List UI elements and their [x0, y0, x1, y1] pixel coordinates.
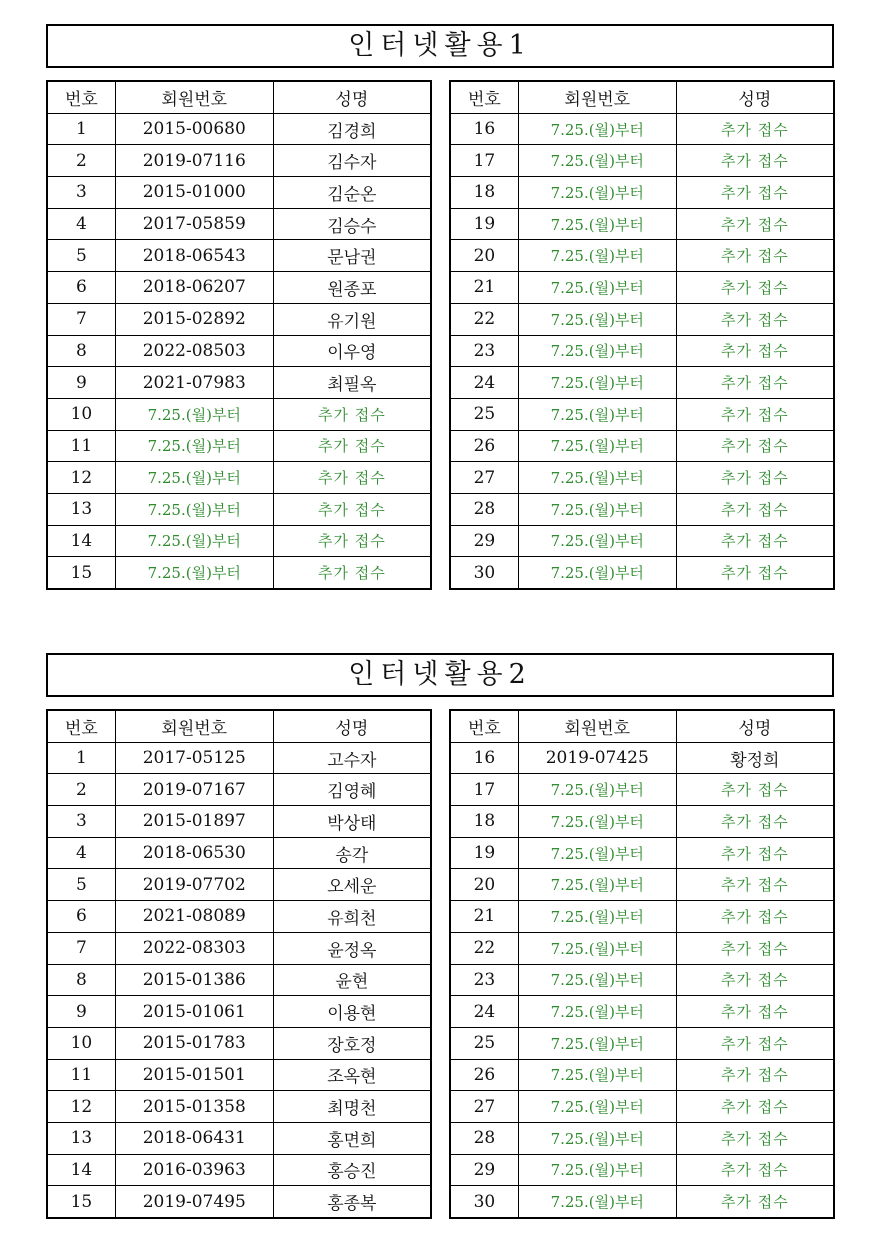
cell-member-id: 2021-08089 — [115, 901, 273, 933]
cell-member-id: 7.25.(월)부터 — [518, 493, 676, 525]
cell-number: 12 — [47, 462, 115, 494]
table-row — [450, 1059, 834, 1091]
roster-table-left — [46, 709, 432, 1219]
cell-member-id: 7.25.(월)부터 — [518, 303, 676, 335]
cell-name: 추가 접수 — [676, 525, 834, 557]
cell-number: 4 — [47, 837, 115, 869]
cell-name: 김순온 — [273, 177, 431, 209]
cell-number: 26 — [450, 430, 518, 462]
cell-name: 최필옥 — [273, 367, 431, 399]
table-row — [450, 1122, 834, 1154]
table-row — [47, 240, 431, 272]
cell-name: 추가 접수 — [676, 177, 834, 209]
cell-member-id: 2022-08303 — [115, 932, 273, 964]
table-row — [47, 806, 431, 838]
header-member-id: 회원번호 — [115, 710, 273, 742]
cell-member-id: 7.25.(월)부터 — [518, 1091, 676, 1123]
cell-name: 추가 접수 — [676, 1154, 834, 1186]
cell-number: 5 — [47, 240, 115, 272]
section-title: 인터넷활용1 — [46, 24, 834, 68]
cell-member-id: 7.25.(월)부터 — [518, 901, 676, 933]
cell-name: 추가 접수 — [676, 806, 834, 838]
table-header-row — [450, 81, 834, 113]
table-row — [450, 1091, 834, 1123]
section-2 — [46, 653, 834, 1219]
cell-number: 27 — [450, 462, 518, 494]
table-row — [450, 525, 834, 557]
cell-member-id: 2015-02892 — [115, 303, 273, 335]
cell-member-id: 2018-06207 — [115, 272, 273, 304]
cell-member-id: 7.25.(월)부터 — [518, 240, 676, 272]
cell-member-id: 7.25.(월)부터 — [518, 996, 676, 1028]
cell-number: 3 — [47, 806, 115, 838]
cell-name: 박상태 — [273, 806, 431, 838]
cell-member-id: 7.25.(월)부터 — [518, 367, 676, 399]
table-row — [47, 932, 431, 964]
cell-member-id: 2019-07495 — [115, 1186, 273, 1218]
cell-number: 21 — [450, 272, 518, 304]
cell-member-id: 2015-01386 — [115, 964, 273, 996]
cell-member-id: 2015-01897 — [115, 806, 273, 838]
table-row — [450, 177, 834, 209]
table-row — [450, 145, 834, 177]
cell-member-id: 7.25.(월)부터 — [518, 806, 676, 838]
cell-name: 추가 접수 — [273, 430, 431, 462]
table-row — [47, 742, 431, 774]
header-number: 번호 — [450, 81, 518, 113]
table-row — [47, 113, 431, 145]
cell-member-id: 7.25.(월)부터 — [518, 1027, 676, 1059]
cell-member-id: 7.25.(월)부터 — [518, 177, 676, 209]
cell-member-id: 2017-05125 — [115, 742, 273, 774]
cell-number: 22 — [450, 932, 518, 964]
cell-member-id: 7.25.(월)부터 — [518, 525, 676, 557]
cell-member-id: 7.25.(월)부터 — [115, 493, 273, 525]
cell-name: 추가 접수 — [676, 964, 834, 996]
table-row — [47, 1091, 431, 1123]
table-row — [47, 1154, 431, 1186]
cell-number: 18 — [450, 177, 518, 209]
cell-name: 추가 접수 — [676, 837, 834, 869]
table-row — [47, 901, 431, 933]
cell-member-id: 7.25.(월)부터 — [115, 462, 273, 494]
cell-number: 13 — [47, 1122, 115, 1154]
cell-name: 홍면희 — [273, 1122, 431, 1154]
table-row — [47, 1059, 431, 1091]
cell-member-id: 2018-06431 — [115, 1122, 273, 1154]
table-row — [47, 303, 431, 335]
cell-name: 추가 접수 — [676, 1059, 834, 1091]
cell-name: 추가 접수 — [273, 462, 431, 494]
cell-member-id: 7.25.(월)부터 — [518, 398, 676, 430]
cell-name: 홍종복 — [273, 1186, 431, 1218]
cell-number: 6 — [47, 272, 115, 304]
cell-number: 27 — [450, 1091, 518, 1123]
table-row — [450, 774, 834, 806]
cell-member-id: 7.25.(월)부터 — [518, 1122, 676, 1154]
cell-name: 오세운 — [273, 869, 431, 901]
cell-number: 17 — [450, 774, 518, 806]
cell-number: 24 — [450, 996, 518, 1028]
table-row — [450, 837, 834, 869]
cell-name: 추가 접수 — [676, 774, 834, 806]
table-row — [450, 113, 834, 145]
table-row — [47, 996, 431, 1028]
table-row — [450, 208, 834, 240]
header-name: 성명 — [676, 710, 834, 742]
table-row — [450, 1154, 834, 1186]
table-row — [450, 398, 834, 430]
cell-name: 이우영 — [273, 335, 431, 367]
cell-member-id: 7.25.(월)부터 — [115, 525, 273, 557]
cell-number: 8 — [47, 964, 115, 996]
table-row — [450, 240, 834, 272]
cell-member-id: 2015-01000 — [115, 177, 273, 209]
cell-number: 12 — [47, 1091, 115, 1123]
table-row — [47, 1027, 431, 1059]
cell-name: 추가 접수 — [676, 145, 834, 177]
cell-name: 추가 접수 — [676, 272, 834, 304]
table-row — [450, 742, 834, 774]
table-row — [47, 964, 431, 996]
table-row — [47, 398, 431, 430]
header-member-id: 회원번호 — [115, 81, 273, 113]
table-row — [47, 272, 431, 304]
cell-member-id: 7.25.(월)부터 — [518, 335, 676, 367]
cell-name: 추가 접수 — [676, 367, 834, 399]
cell-name: 추가 접수 — [676, 1027, 834, 1059]
table-row — [450, 806, 834, 838]
cell-name: 유기원 — [273, 303, 431, 335]
header-name: 성명 — [676, 81, 834, 113]
cell-number: 1 — [47, 742, 115, 774]
cell-name: 추가 접수 — [676, 932, 834, 964]
cell-name: 추가 접수 — [676, 113, 834, 145]
cell-name: 김승수 — [273, 208, 431, 240]
cell-number: 22 — [450, 303, 518, 335]
cell-member-id: 7.25.(월)부터 — [518, 430, 676, 462]
cell-member-id: 7.25.(월)부터 — [518, 272, 676, 304]
cell-member-id: 7.25.(월)부터 — [518, 869, 676, 901]
cell-number: 29 — [450, 525, 518, 557]
cell-member-id: 7.25.(월)부터 — [518, 1186, 676, 1218]
table-row — [47, 430, 431, 462]
header-number: 번호 — [47, 81, 115, 113]
cell-name: 홍승진 — [273, 1154, 431, 1186]
cell-member-id: 2018-06530 — [115, 837, 273, 869]
cell-member-id: 2022-08503 — [115, 335, 273, 367]
cell-name: 이용현 — [273, 996, 431, 1028]
cell-member-id: 2015-00680 — [115, 113, 273, 145]
table-row — [450, 996, 834, 1028]
cell-name: 장호정 — [273, 1027, 431, 1059]
table-row — [47, 869, 431, 901]
cell-name: 추가 접수 — [676, 240, 834, 272]
cell-number: 4 — [47, 208, 115, 240]
roster-table-right — [449, 80, 835, 590]
section-1 — [46, 24, 834, 590]
table-row — [47, 208, 431, 240]
cell-number: 21 — [450, 901, 518, 933]
cell-number: 20 — [450, 240, 518, 272]
cell-number: 10 — [47, 398, 115, 430]
table-header-row — [47, 710, 431, 742]
cell-number: 3 — [47, 177, 115, 209]
table-row — [47, 493, 431, 525]
cell-member-id: 7.25.(월)부터 — [518, 557, 676, 589]
header-member-id: 회원번호 — [518, 81, 676, 113]
table-row — [450, 272, 834, 304]
cell-name: 추가 접수 — [676, 901, 834, 933]
cell-number: 11 — [47, 430, 115, 462]
cell-number: 20 — [450, 869, 518, 901]
cell-name: 고수자 — [273, 742, 431, 774]
table-row — [450, 869, 834, 901]
table-row — [450, 901, 834, 933]
cell-name: 추가 접수 — [676, 869, 834, 901]
cell-name: 추가 접수 — [676, 1186, 834, 1218]
cell-name: 추가 접수 — [676, 1091, 834, 1123]
cell-number: 7 — [47, 303, 115, 335]
cell-name: 추가 접수 — [676, 1122, 834, 1154]
table-row — [450, 430, 834, 462]
cell-member-id: 2019-07167 — [115, 774, 273, 806]
table-row — [47, 525, 431, 557]
cell-number: 8 — [47, 335, 115, 367]
cell-name: 추가 접수 — [676, 462, 834, 494]
cell-name: 추가 접수 — [273, 525, 431, 557]
cell-number: 17 — [450, 145, 518, 177]
cell-member-id: 2016-03963 — [115, 1154, 273, 1186]
cell-number: 2 — [47, 774, 115, 806]
cell-number: 24 — [450, 367, 518, 399]
cell-name: 김수자 — [273, 145, 431, 177]
cell-name: 추가 접수 — [676, 303, 834, 335]
table-row — [47, 1186, 431, 1218]
cell-number: 19 — [450, 208, 518, 240]
roster-table-left — [46, 80, 432, 590]
cell-name: 황정희 — [676, 742, 834, 774]
cell-number: 30 — [450, 557, 518, 589]
cell-number: 26 — [450, 1059, 518, 1091]
header-name: 성명 — [273, 81, 431, 113]
cell-name: 송각 — [273, 837, 431, 869]
table-row — [47, 1122, 431, 1154]
cell-number: 15 — [47, 1186, 115, 1218]
cell-number: 15 — [47, 557, 115, 589]
cell-member-id: 7.25.(월)부터 — [115, 398, 273, 430]
cell-name: 추가 접수 — [273, 557, 431, 589]
cell-number: 13 — [47, 493, 115, 525]
cell-number: 16 — [450, 113, 518, 145]
table-row — [450, 462, 834, 494]
header-number: 번호 — [450, 710, 518, 742]
table-row — [47, 774, 431, 806]
table-row — [450, 932, 834, 964]
cell-member-id: 7.25.(월)부터 — [518, 145, 676, 177]
cell-member-id: 7.25.(월)부터 — [518, 932, 676, 964]
cell-name: 조옥현 — [273, 1059, 431, 1091]
cell-member-id: 2015-01783 — [115, 1027, 273, 1059]
table-row — [47, 462, 431, 494]
cell-member-id: 7.25.(월)부터 — [518, 113, 676, 145]
cell-number: 9 — [47, 996, 115, 1028]
cell-number: 9 — [47, 367, 115, 399]
cell-member-id: 2019-07702 — [115, 869, 273, 901]
header-member-id: 회원번호 — [518, 710, 676, 742]
cell-member-id: 2017-05859 — [115, 208, 273, 240]
cell-number: 28 — [450, 1122, 518, 1154]
cell-name: 추가 접수 — [676, 996, 834, 1028]
cell-name: 추가 접수 — [676, 493, 834, 525]
table-row — [450, 335, 834, 367]
cell-number: 6 — [47, 901, 115, 933]
table-row — [47, 367, 431, 399]
cell-number: 7 — [47, 932, 115, 964]
cell-number: 14 — [47, 1154, 115, 1186]
cell-member-id: 7.25.(월)부터 — [518, 837, 676, 869]
cell-member-id: 7.25.(월)부터 — [518, 462, 676, 494]
section-title: 인터넷활용2 — [46, 653, 834, 697]
cell-member-id: 7.25.(월)부터 — [518, 1154, 676, 1186]
table-row — [450, 964, 834, 996]
cell-number: 23 — [450, 964, 518, 996]
cell-number: 25 — [450, 398, 518, 430]
cell-member-id: 7.25.(월)부터 — [115, 430, 273, 462]
cell-number: 14 — [47, 525, 115, 557]
cell-member-id: 2019-07116 — [115, 145, 273, 177]
cell-name: 최명천 — [273, 1091, 431, 1123]
cell-name: 유희천 — [273, 901, 431, 933]
cell-number: 18 — [450, 806, 518, 838]
cell-number: 10 — [47, 1027, 115, 1059]
cell-number: 1 — [47, 113, 115, 145]
cell-name: 원종포 — [273, 272, 431, 304]
cell-member-id: 7.25.(월)부터 — [518, 208, 676, 240]
header-name: 성명 — [273, 710, 431, 742]
cell-member-id: 2015-01501 — [115, 1059, 273, 1091]
cell-name: 추가 접수 — [676, 398, 834, 430]
cell-number: 25 — [450, 1027, 518, 1059]
table-header-row — [47, 81, 431, 113]
table-row — [47, 335, 431, 367]
cell-number: 16 — [450, 742, 518, 774]
table-row — [47, 177, 431, 209]
cell-member-id: 7.25.(월)부터 — [518, 774, 676, 806]
cell-name: 김경희 — [273, 113, 431, 145]
table-row — [450, 367, 834, 399]
cell-member-id: 2015-01061 — [115, 996, 273, 1028]
table-row — [450, 493, 834, 525]
cell-number: 30 — [450, 1186, 518, 1218]
cell-member-id: 2021-07983 — [115, 367, 273, 399]
table-row — [450, 1186, 834, 1218]
table-row — [47, 145, 431, 177]
table-header-row — [450, 710, 834, 742]
cell-name: 윤정옥 — [273, 932, 431, 964]
cell-number: 28 — [450, 493, 518, 525]
header-number: 번호 — [47, 710, 115, 742]
table-row — [450, 1027, 834, 1059]
roster-table-right — [449, 709, 835, 1219]
cell-member-id: 2019-07425 — [518, 742, 676, 774]
table-row — [47, 557, 431, 589]
cell-name: 김영혜 — [273, 774, 431, 806]
table-row — [47, 837, 431, 869]
cell-name: 추가 접수 — [676, 557, 834, 589]
cell-member-id: 7.25.(월)부터 — [518, 1059, 676, 1091]
cell-name: 추가 접수 — [273, 398, 431, 430]
cell-number: 11 — [47, 1059, 115, 1091]
cell-member-id: 7.25.(월)부터 — [115, 557, 273, 589]
cell-member-id: 7.25.(월)부터 — [518, 964, 676, 996]
cell-number: 2 — [47, 145, 115, 177]
table-row — [450, 557, 834, 589]
cell-number: 23 — [450, 335, 518, 367]
cell-number: 29 — [450, 1154, 518, 1186]
cell-name: 추가 접수 — [273, 493, 431, 525]
cell-name: 추가 접수 — [676, 335, 834, 367]
cell-number: 19 — [450, 837, 518, 869]
cell-name: 윤현 — [273, 964, 431, 996]
cell-name: 추가 접수 — [676, 208, 834, 240]
cell-member-id: 2015-01358 — [115, 1091, 273, 1123]
cell-name: 문남권 — [273, 240, 431, 272]
cell-member-id: 2018-06543 — [115, 240, 273, 272]
table-row — [450, 303, 834, 335]
cell-name: 추가 접수 — [676, 430, 834, 462]
cell-number: 5 — [47, 869, 115, 901]
